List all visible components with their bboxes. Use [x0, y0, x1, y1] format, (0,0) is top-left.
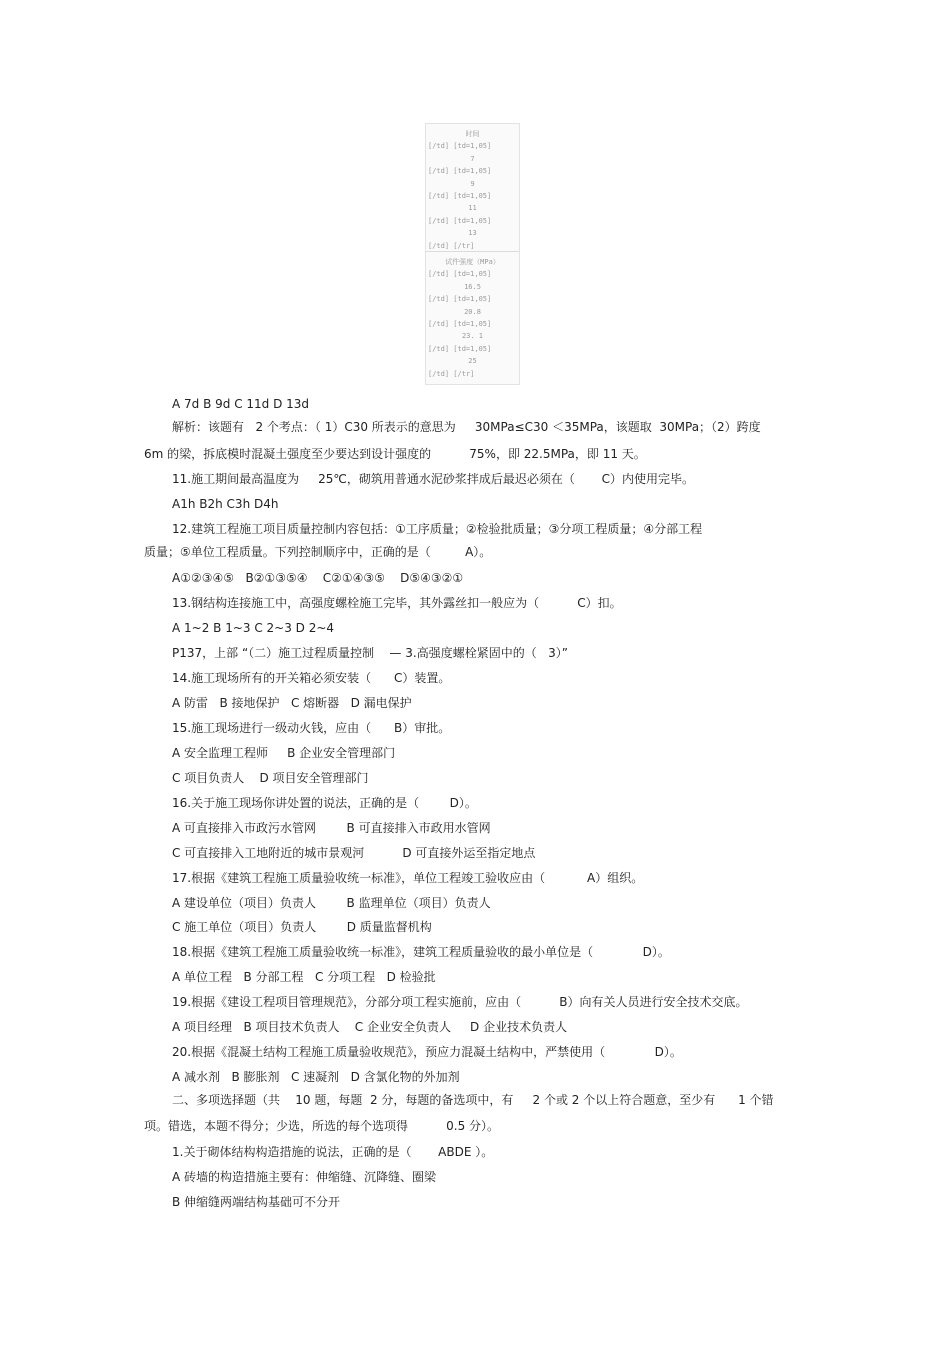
figure-line: [/td] [td=1,05]: [428, 142, 492, 151]
section-heading-multiple-choice: 二、多项选择题（共 10 题，每题 2 分，每题的备选项中，有 2 个或 2 个以上符合题意，至少有 1 个错: [172, 1093, 774, 1107]
strength-column: [426, 252, 519, 380]
answer-options: A 砖墙的构造措施主要有：伸缩缝、沉降缝、圈梁: [172, 1170, 437, 1184]
answer-options: A 建设单位（项目）负责人 B 监理单位（项目）负责人: [172, 896, 491, 910]
figure-line: [/td] [td=1,05]: [428, 270, 492, 279]
strength-time-table-image: [425, 123, 520, 385]
figure-line: 20.8: [464, 307, 481, 316]
figure-line: [/td] [td=1,05]: [428, 295, 492, 304]
figure-line: 11: [468, 204, 477, 213]
figure-line: [/td] [td=1,05]: [428, 216, 492, 225]
question-19: 19.根据《建设工程项目管理规范》，分部分项工程实施前，应由（ B）向有关人员进行安全技术交底。: [172, 995, 748, 1009]
figure-line: 7: [470, 154, 475, 163]
answer-options: C 施工单位（项目）负责人 D 质量监督机构: [172, 920, 432, 934]
reference-note: P137，上部 “（二）施工过程质量控制 — 3.高强度螺栓紧固中的（ 3）”: [172, 646, 568, 660]
answer-options: A 安全监理工程师 B 企业安全管理部门: [172, 746, 396, 760]
answer-options: C 可直接排入工地附近的城市景观河 D 可直接外运至指定地点: [172, 846, 536, 860]
answer-options: A1h B2h C3h D4h: [172, 497, 279, 511]
figure-line: 25: [468, 357, 477, 366]
section-heading-cont: 项。错选，本题不得分；少选，所选的每个选项得 0.5 分）。: [144, 1119, 500, 1133]
time-column: [426, 124, 519, 252]
answer-options: C 项目负责人 D 项目安全管理部门: [172, 771, 369, 785]
question-12: 12.建筑工程施工项目质量控制内容包括：①工序质量；②检验批质量；③分项工程质量；④分部工程: [172, 522, 703, 536]
figure-line: 16.5: [464, 282, 481, 291]
multi-question-1: 1.关于砌体结构构造措施的说法，正确的是（ ABDE ）。: [172, 1145, 494, 1159]
answer-options: A 7d B 9d C 11d D 13d: [172, 397, 310, 411]
answer-options: A 可直接排入市政污水管网 B 可直接排入市政用水管网: [172, 821, 491, 835]
explanation-line: 6m 的梁，拆底模时混凝土强度至少要达到设计强度的 75%，即 22.5MPa，即 11 天。: [144, 447, 646, 461]
question-18: 18.根据《建筑工程施工质量验收统一标准》，建筑工程质量验收的最小单位是（ D）。: [172, 945, 670, 959]
figure-line: [/td] [td=1,05]: [428, 320, 492, 329]
answer-options: A 单位工程 B 分部工程 C 分项工程 D 检验批: [172, 970, 436, 984]
question-14: 14.施工现场所有的开关箱必须安装（ C）装置。: [172, 671, 451, 685]
question-15: 15.施工现场进行一级动火钱，应由（ B）审批。: [172, 721, 451, 735]
figure-line: 试件强度（MPa）: [445, 258, 500, 266]
figure-line: 时间: [465, 130, 480, 138]
question-20: 20.根据《混凝土结构工程施工质量验收规范》，预应力混凝土结构中，严禁使用（ D）。: [172, 1045, 682, 1059]
answer-options: B 伸缩缝两端结构基础可不分开: [172, 1195, 341, 1209]
figure-line: 23. 1: [461, 332, 484, 341]
answer-options: A 防雷 B 接地保护 C 熔断器 D 漏电保护: [172, 696, 412, 710]
figure-line: [/td] [td=1,05]: [428, 344, 492, 353]
question-12-cont: 质量；⑤单位工程质量。下列控制顺序中，正确的是（ A）。: [144, 545, 492, 559]
answer-options: A 1~2 B 1~3 C 2~3 D 2~4: [172, 621, 335, 635]
figure-line: [/td] [/tr]: [428, 241, 475, 250]
answer-options: A 减水剂 B 膨胀剂 C 速凝剂 D 含氯化物的外加剂: [172, 1070, 460, 1084]
answer-options: A 项目经理 B 项目技术负责人 C 企业安全负责人 D 企业技术负责人: [172, 1020, 568, 1034]
figure-line: 13: [468, 229, 477, 238]
explanation-line: 解析：该题有 2 个考点：（ 1）C30 所表示的意思为 30MPa≤C30 ＜35MPa，该题取 30MPa；（2）跨度: [172, 420, 761, 434]
figure-line: [/td] [/tr]: [428, 369, 475, 378]
question-17: 17.根据《建筑工程施工质量验收统一标准》，单位工程竣工验收应由（ A）组织。: [172, 871, 644, 885]
figure-line: [/td] [td=1,05]: [428, 167, 492, 176]
answer-options: A①②③④⑤ B②①③⑤④ C②①④③⑤ D⑤④③②①: [172, 571, 464, 585]
question-16: 16.关于施工现场你讲处置的说法，正确的是（ D）。: [172, 796, 477, 810]
question-11: 11.施工期间最高温度为 25℃，砌筑用普通水泥砂浆拌成后最迟必须在（ C）内使用完毕。: [172, 472, 694, 486]
figure-line: [/td] [td=1,05]: [428, 192, 492, 201]
figure-line: 9: [470, 179, 475, 188]
question-13: 13.钢结构连接施工中，高强度螺栓施工完毕，其外露丝扣一般应为（ C）扣。: [172, 596, 622, 610]
